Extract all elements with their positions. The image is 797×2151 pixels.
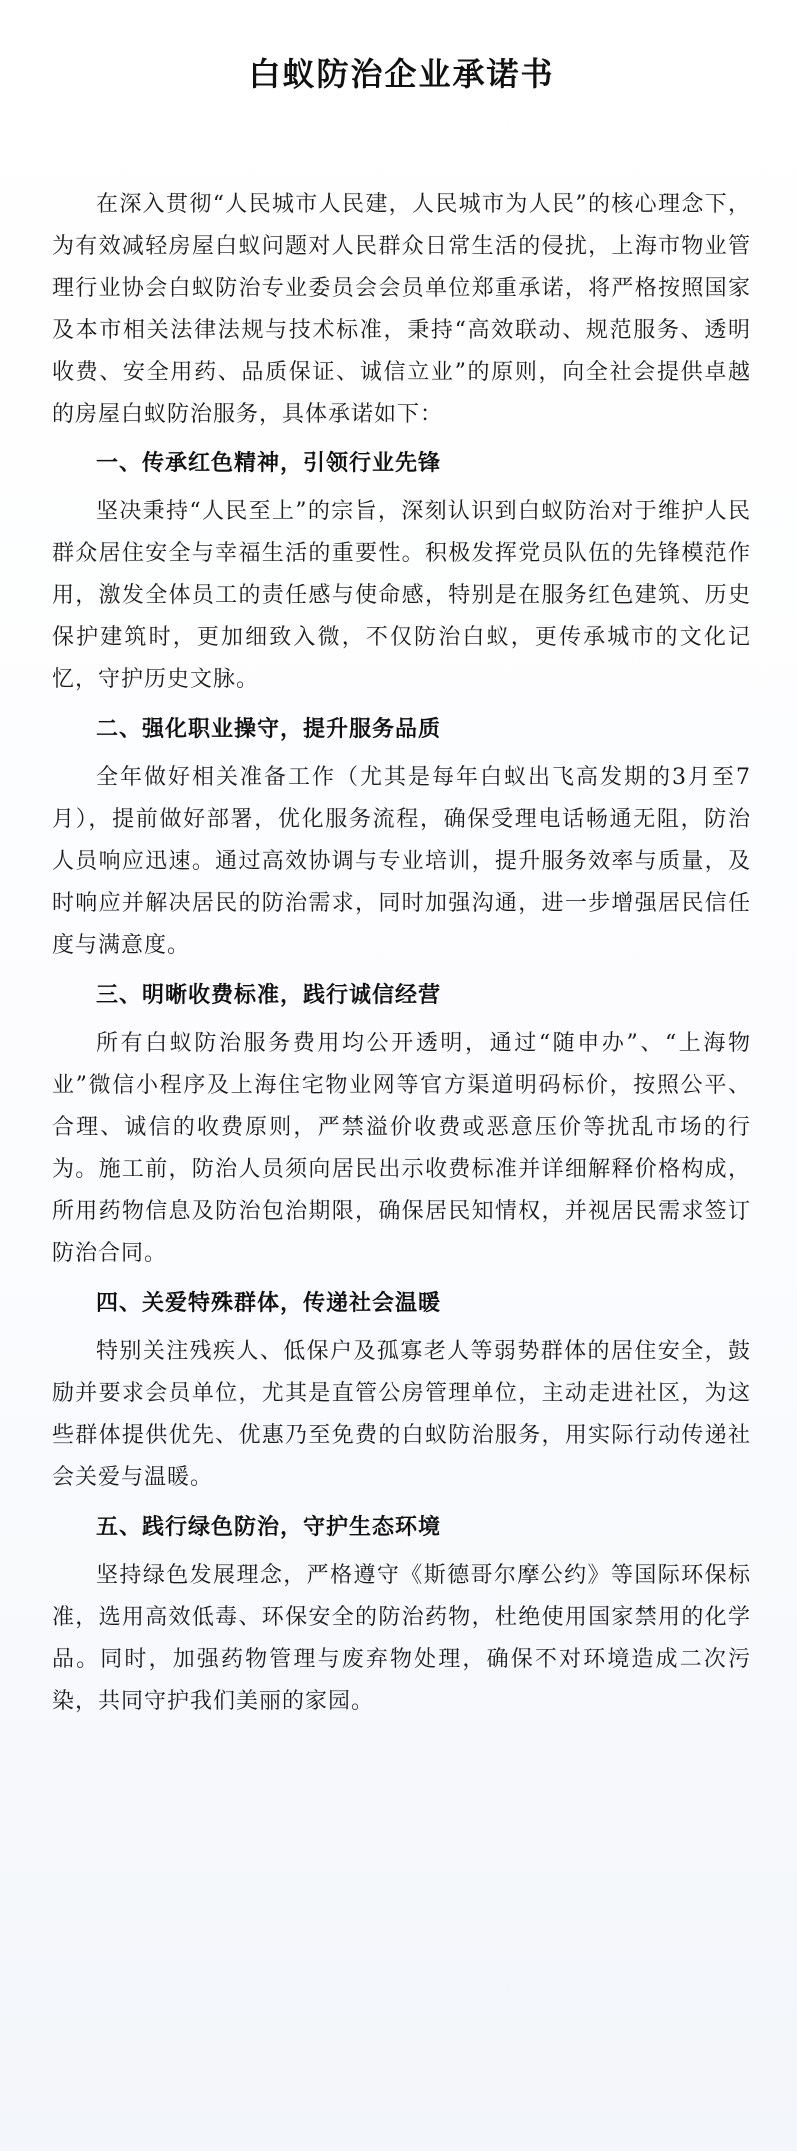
section-body: 特别关注残疾人、低保户及孤寡老人等弱势群体的居住安全，鼓励并要求会员单位，尤其是直管公房管理单位，主动走进社区，为这些群体提供优先、优惠乃至免费的白蚁防治服务，用实际行动传递社会关爱与温暖。 xyxy=(52,1339,751,1490)
section-4 xyxy=(52,1283,751,1499)
section-body: 所有白蚁防治服务费用均公开透明，通过“随申办”、“上海物业”微信小程序及上海住宅物业网等官方渠道明码标价，按照公平、合理、诚信的收费原则，严禁溢价收费或恶意压价等扰乱市场的行为。施工前，防治人员须向居民出示收费标准并详细解释价格构成，所用药物信息及防治包治期限，确保居民知情权，并视居民需求签订防治合同。 xyxy=(52,1031,751,1266)
section-2 xyxy=(52,709,751,967)
section-heading: 三、明晰收费标准，践行诚信经营 xyxy=(96,983,442,1008)
document-title: 白蚁防治企业承诺书 xyxy=(248,55,555,93)
section-body: 坚决秉持“人民至上”的宗旨，深刻认识到白蚁防治对于维护人民群众居住安全与幸福生活的重要性。积极发挥党员队伍的先锋模范作用，激发全体员工的责任感与使命感，特别是在服务红色建筑、历史保护建筑时，更加细致入微，不仅防治白蚁，更传承城市的文化记忆，守护历史文脉。 xyxy=(52,499,751,692)
section-heading: 二、强化职业操守，提升服务品质 xyxy=(96,717,442,742)
section-3 xyxy=(52,975,751,1275)
section-heading: 一、传承红色精神，引领行业先锋 xyxy=(96,451,442,476)
section-heading: 五、践行绿色防治，守护生态环境 xyxy=(96,1515,442,1540)
section-body: 坚持绿色发展理念，严格遵守《斯德哥尔摩公约》等国际环保标准，选用高效低毒、环保安全的防治药物，杜绝使用国家禁用的化学品。同时，加强药物管理与废弃物处理，确保不对环境造成二次污染，共同守护我们美丽的家园。 xyxy=(52,1563,751,1714)
section-heading: 四、关爱特殊群体，传递社会温暖 xyxy=(96,1291,442,1316)
section-body: 全年做好相关准备工作（尤其是每年白蚁出飞高发期的3月至7月），提前做好部署，优化服务流程，确保受理电话畅通无阻，防治人员响应迅速。通过高效协调与专业培训，提升服务效率与质量，及时响应并解决居民的防治需求，同时加强沟通，进一步增强居民信任度与满意度。 xyxy=(52,765,751,958)
intro-paragraph: 在深入贯彻“人民城市人民建，人民城市为人民”的核心理念下，为有效减轻房屋白蚁问题对人民群众日常生活的侵扰，上海市物业管理行业协会白蚁防治专业委员会会员单位郑重承诺，将严格按照国家及本市相关法律法规与技术标准，秉持“高效联动、规范服务、透明收费、安全用药、品质保证、诚信立业”的原则，向全社会提供卓越的房屋白蚁防治服务，具体承诺如下： xyxy=(52,192,751,427)
section-1 xyxy=(52,443,751,701)
section-5 xyxy=(52,1507,751,1723)
